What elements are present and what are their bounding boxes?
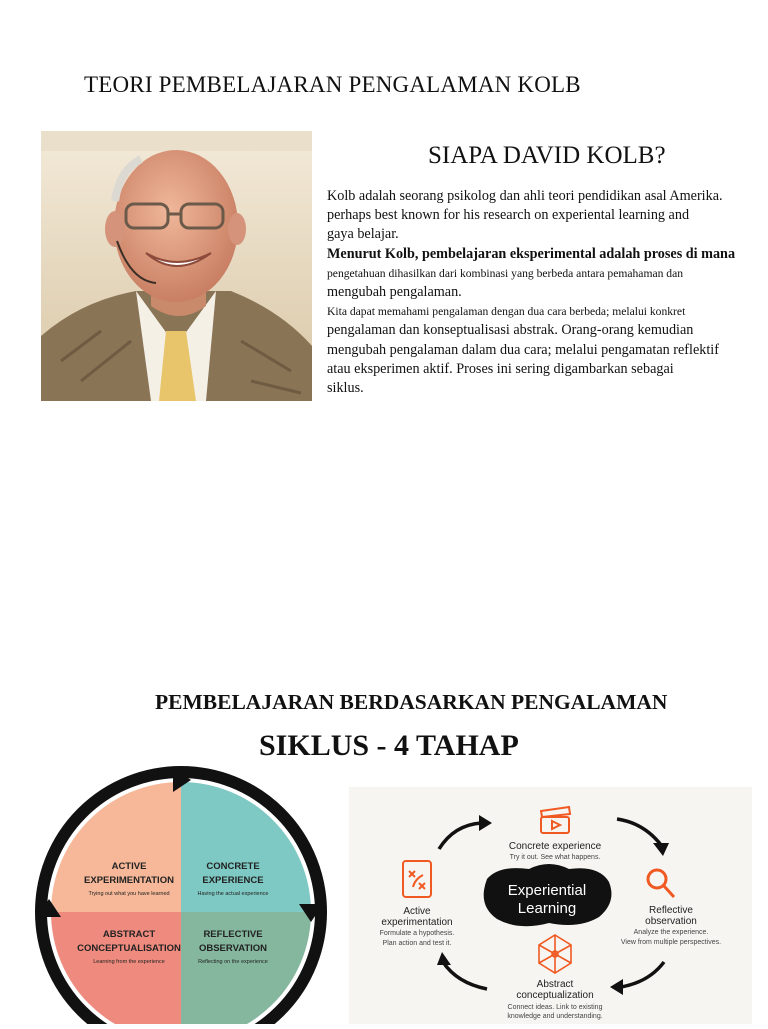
quadrant-desc: Learning from the experience xyxy=(93,959,165,965)
strategy-icon xyxy=(403,861,431,897)
stage-desc: Analyze the experience. xyxy=(633,929,709,936)
quadrant-title: EXPERIENCE xyxy=(202,875,264,886)
arrowhead-icon xyxy=(479,815,492,831)
bio-line-small: Kita dapat memahami pengalaman dengan dua cara berbeda; melalui konkret xyxy=(327,305,686,319)
cycle-arrow xyxy=(617,819,661,845)
david-kolb-photo xyxy=(41,131,312,401)
bio-line: mengubah pengalaman. xyxy=(327,284,462,301)
cycle-arrow xyxy=(621,962,664,987)
bio-line-bold: Menurut Kolb, pembelajaran eksperimental adalah proses di mana xyxy=(327,245,736,262)
quadrant-title: REFLECTIVE xyxy=(203,929,263,940)
stage-desc: Plan action and test it. xyxy=(382,940,452,947)
bio-line: Kolb adalah seorang psikolog dan ahli teori pendidikan asal Amerika. xyxy=(327,188,723,204)
quadrant-title: CONCRETE xyxy=(206,861,260,872)
bio-line: gaya belajar. xyxy=(327,226,399,243)
quadrant-desc: Trying out what you have learned xyxy=(88,891,170,897)
stage-title: conceptualization xyxy=(516,990,594,1001)
stage-title: experimentation xyxy=(381,917,453,928)
quadrant-title: ABSTRACT xyxy=(102,929,156,940)
stage-desc: Formulate a hypothesis. xyxy=(379,930,455,937)
quadrant-desc: Having the actual experience xyxy=(197,891,269,897)
stage-title: observation xyxy=(645,916,697,927)
center-label: Experiential xyxy=(507,882,587,899)
quadrant-title: EXPERIMENTATION xyxy=(84,875,174,886)
bio-text xyxy=(327,187,768,398)
bio-line: pengalaman dan konseptualisasi abstrak. Orang-orang kemudian xyxy=(327,322,694,339)
clapperboard-icon xyxy=(541,807,570,833)
bio-line: atau eksperimen aktif. Proses ini sering digambarkan sebagai xyxy=(327,360,674,377)
stage-desc: Try it out. See what happens. xyxy=(509,854,601,861)
stage-title: Abstract xyxy=(536,979,574,990)
arrowhead-icon xyxy=(610,979,623,995)
page-title: TEORI PEMBELAJARAN PENGALAMAN KOLB xyxy=(84,72,581,97)
quadrant-title: OBSERVATION xyxy=(198,943,268,954)
quadrant-title: CONCEPTUALISATION xyxy=(77,943,181,954)
bio-line: mengubah pengalaman dalam dua cara; melalui pengamatan reflektif xyxy=(327,341,719,358)
stage-desc: View from multiple perspectives. xyxy=(620,939,722,946)
stage-desc: Connect ideas. Link to existing xyxy=(507,1004,603,1011)
cycle-arrow xyxy=(443,962,487,989)
center-label: Learning xyxy=(517,900,577,917)
bio-line: perhaps best known for his research on experiental learning and xyxy=(327,207,690,224)
section-heading: PEMBELAJARAN BERDASARKAN PENGALAMAN xyxy=(155,690,668,714)
stage-desc: knowledge and understanding. xyxy=(507,1013,603,1020)
stage-title: Active xyxy=(403,906,431,917)
arrowhead-icon xyxy=(653,843,669,856)
network-icon xyxy=(539,935,571,973)
stage-title: Concrete experience xyxy=(508,841,602,852)
arrowhead-icon xyxy=(437,952,451,965)
quadrant-title: ACTIVE xyxy=(111,861,147,872)
portrait-illustration xyxy=(41,131,312,401)
cycle-arrow xyxy=(439,823,481,849)
who-heading: SIAPA DAVID KOLB? xyxy=(428,142,666,169)
magnifier-icon xyxy=(648,870,674,897)
bio-line: siklus. xyxy=(327,380,364,397)
stage-title: Reflective xyxy=(649,905,693,916)
kolb-cycle-quadrant-diagram xyxy=(35,765,331,1024)
bio-line-small: pengetahuan dihasilkan dari kombinasi yang berbeda antara pemahaman dan xyxy=(327,266,684,280)
cycle-heading: SIKLUS - 4 TAHAP xyxy=(259,729,519,762)
quadrant-desc: Reflecting on the experience xyxy=(198,959,268,965)
experiential-learning-diagram xyxy=(349,787,752,1024)
